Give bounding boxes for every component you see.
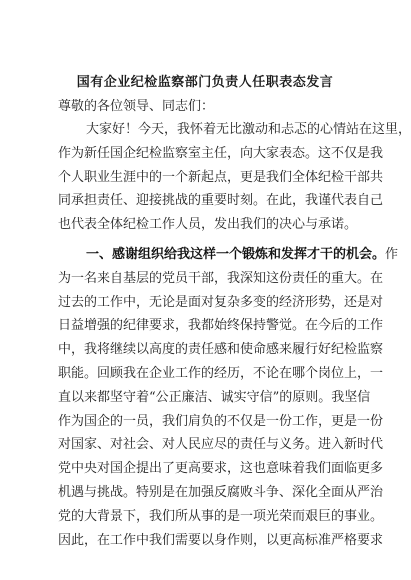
document-title: 国有企业纪检监察部门负责人任职表态发言 <box>76 75 334 90</box>
paragraph-line: 为一名来自基层的党员干部，我深知这份责任的重大。在 <box>58 270 384 286</box>
paragraph-line: 也代表全体纪检工作人员，发出我们的决心与承诺。 <box>58 217 358 233</box>
paragraph-line: 因此，在工作中我们需要以身作则，以更高标准严格要求 <box>58 532 384 548</box>
salutation: 尊敬的各位领导、同志们： <box>58 99 215 114</box>
paragraph-line: 日益增强的纪律要求，我都始终保持警觉。在今后的工作 <box>58 318 384 334</box>
paragraph-line: 中，我将继续以高度的责任感和使命感来履行好纪检监察 <box>58 342 384 358</box>
paragraph-line: 作为国企的一员，我们肩负的不仅是一份工作，更是一份 <box>58 413 384 429</box>
document-body <box>58 118 411 552</box>
paragraph-line: 职能。回顾我在企业工作的经历，不论在哪个岗位上，一 <box>58 365 384 381</box>
paragraph-line: 对国家、对社会、对人民应尽的责任与义务。进入新时代 <box>58 437 384 453</box>
paragraph-line: 直以来都坚守着“公正廉洁、诚实守信”的原则。我坚信 <box>58 389 371 405</box>
paragraph-line: 党中央对国企提出了更高要求，这也意味着我们面临更多 <box>58 461 384 477</box>
paragraph-line: 机遇与挑战。特别是在加强反腐败斗争、深化全面从严治 <box>58 484 384 500</box>
section-heading <box>58 243 399 267</box>
section-heading-bold: 一、感谢组织给我这样一个锻炼和发挥才干的机会。 <box>86 246 386 262</box>
paragraph-line: 大家好！今天，我怀着无比激动和忐忑的心情站在这里， <box>86 122 411 137</box>
paragraph-line: 党的大背景下，我们所从事的是一项光荣而艰巨的事业。 <box>58 508 384 524</box>
paragraph-line: 作为新任国企纪检监察室主任，向大家表态。这不仅是我 <box>58 145 384 161</box>
section-heading-tail: 作 <box>385 246 399 262</box>
paragraph-line: 个人职业生涯中的一个新起点，更是我们全体纪检干部共 <box>58 169 384 185</box>
paragraph-line: 同承担责任、迎接挑战的重要时刻。在此，我谨代表自己 <box>58 193 384 209</box>
paragraph-line: 过去的工作中，无论是面对复杂多变的经济形势，还是对 <box>58 294 384 310</box>
